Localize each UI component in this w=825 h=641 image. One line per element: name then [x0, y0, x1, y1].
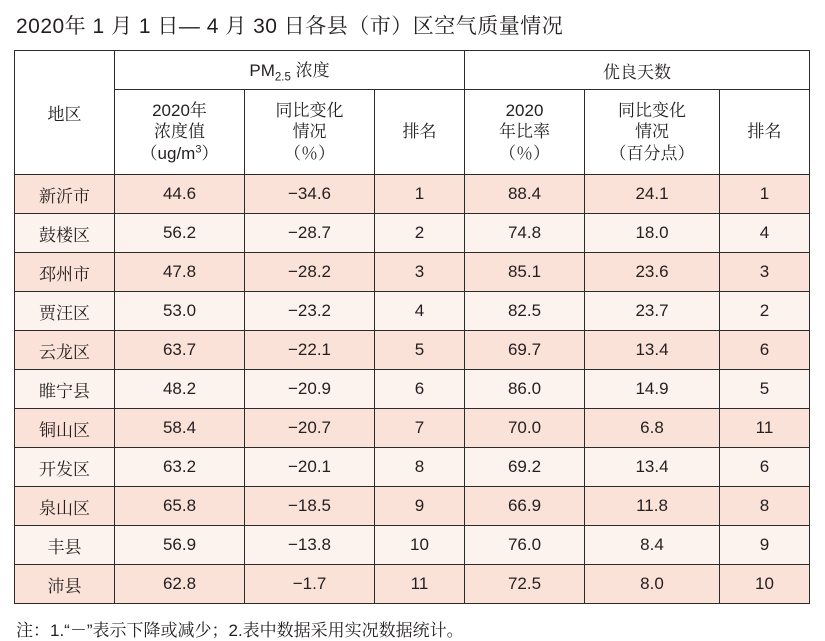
cell-days-rate: 82.5 — [465, 292, 585, 331]
cell-days-rank: 6 — [720, 331, 810, 370]
header-pm25-value — [115, 90, 245, 175]
table-header-column-row — [15, 90, 810, 175]
table-row — [15, 487, 810, 526]
cell-days-rank: 8 — [720, 487, 810, 526]
cell-pm25-value: 56.9 — [115, 526, 245, 565]
table-row — [15, 175, 810, 214]
header-days-rate-line2: 年比率 — [499, 122, 550, 142]
table-row — [15, 565, 810, 604]
cell-days-rate: 66.9 — [465, 487, 585, 526]
header-pm25-change-line3: （％） — [284, 143, 335, 163]
air-quality-table — [14, 50, 810, 604]
cell-days-change: 24.1 — [585, 175, 720, 214]
cell-days-rate: 85.1 — [465, 253, 585, 292]
table-row — [15, 526, 810, 565]
cell-pm25-value: 58.4 — [115, 409, 245, 448]
header-pm25-change — [245, 90, 375, 175]
cell-region: 新沂市 — [15, 175, 115, 214]
cell-region: 开发区 — [15, 448, 115, 487]
table-row — [15, 331, 810, 370]
cell-days-rate: 69.7 — [465, 331, 585, 370]
header-group-pm25-subscript: 2.5 — [274, 71, 291, 84]
header-days-rate — [465, 90, 585, 175]
cell-pm25-rank: 1 — [375, 175, 465, 214]
cell-days-rank: 11 — [720, 409, 810, 448]
header-days-rank: 排名 — [720, 90, 810, 175]
cell-pm25-change: −34.6 — [245, 175, 375, 214]
header-days-rate-line1: 2020 — [505, 101, 544, 121]
cell-days-rate: 86.0 — [465, 370, 585, 409]
cell-region: 贾汪区 — [15, 292, 115, 331]
cell-days-rank: 3 — [720, 253, 810, 292]
header-pm25-unit: （ug/m — [140, 143, 196, 163]
table-row — [15, 214, 810, 253]
table-row — [15, 253, 810, 292]
cell-days-change: 14.9 — [585, 370, 720, 409]
cell-pm25-change: −18.5 — [245, 487, 375, 526]
cell-days-change: 13.4 — [585, 448, 720, 487]
header-group-pm25-tail: 浓度 — [290, 61, 330, 81]
header-days-change-line1: 同比变化 — [618, 101, 686, 121]
cell-days-change: 23.6 — [585, 253, 720, 292]
cell-pm25-value: 63.7 — [115, 331, 245, 370]
cell-pm25-rank: 4 — [375, 292, 465, 331]
header-days-rate-line3: （％） — [499, 143, 550, 163]
cell-days-change: 6.8 — [585, 409, 720, 448]
header-pm25-change-line2: 情况 — [292, 122, 327, 142]
cell-days-rank: 4 — [720, 214, 810, 253]
cell-days-rate: 74.8 — [465, 214, 585, 253]
cell-pm25-value: 56.2 — [115, 214, 245, 253]
cell-pm25-rank: 5 — [375, 331, 465, 370]
cell-pm25-rank: 11 — [375, 565, 465, 604]
cell-pm25-change: −20.7 — [245, 409, 375, 448]
header-pm25-unit-superscript: 3 — [195, 142, 202, 155]
table-row — [15, 448, 810, 487]
header-pm25-unit-tail: ） — [201, 143, 219, 163]
cell-pm25-value: 65.8 — [115, 487, 245, 526]
table-body — [15, 175, 810, 604]
cell-days-change: 13.4 — [585, 331, 720, 370]
cell-pm25-rank: 3 — [375, 253, 465, 292]
header-group-pm25 — [115, 51, 465, 90]
cell-pm25-rank: 7 — [375, 409, 465, 448]
cell-pm25-change: −28.2 — [245, 253, 375, 292]
header-days-change — [585, 90, 720, 175]
cell-pm25-change: −20.9 — [245, 370, 375, 409]
cell-pm25-change: −22.1 — [245, 331, 375, 370]
cell-pm25-change: −1.7 — [245, 565, 375, 604]
cell-days-rate: 69.2 — [465, 448, 585, 487]
cell-days-rate: 70.0 — [465, 409, 585, 448]
header-pm25-change-line1: 同比变化 — [275, 101, 344, 121]
cell-pm25-value: 63.2 — [115, 448, 245, 487]
cell-pm25-change: −23.2 — [245, 292, 375, 331]
cell-pm25-rank: 10 — [375, 526, 465, 565]
header-pm25-value-line1: 2020年 — [152, 101, 207, 121]
cell-region: 云龙区 — [15, 331, 115, 370]
header-pm25-value-line2: 浓度值 — [154, 122, 205, 142]
header-group-good-days: 优良天数 — [465, 51, 810, 90]
cell-days-change: 11.8 — [585, 487, 720, 526]
cell-days-rank: 2 — [720, 292, 810, 331]
cell-days-rank: 6 — [720, 448, 810, 487]
cell-days-rank: 1 — [720, 175, 810, 214]
header-pm25-rank: 排名 — [375, 90, 465, 175]
cell-days-change: 18.0 — [585, 214, 720, 253]
cell-days-rank: 10 — [720, 565, 810, 604]
cell-region: 沛县 — [15, 565, 115, 604]
cell-pm25-change: −28.7 — [245, 214, 375, 253]
header-pm25-value-line3 — [115, 143, 244, 164]
table-row — [15, 370, 810, 409]
cell-days-rate: 72.5 — [465, 565, 585, 604]
cell-days-change: 8.4 — [585, 526, 720, 565]
cell-pm25-value: 47.8 — [115, 253, 245, 292]
cell-pm25-value: 53.0 — [115, 292, 245, 331]
table-row — [15, 409, 810, 448]
header-days-change-line3: （百分点） — [609, 143, 695, 163]
cell-pm25-value: 48.2 — [115, 370, 245, 409]
table-row — [15, 292, 810, 331]
cell-region: 睢宁县 — [15, 370, 115, 409]
cell-region: 邳州市 — [15, 253, 115, 292]
cell-pm25-rank: 8 — [375, 448, 465, 487]
cell-region: 丰县 — [15, 526, 115, 565]
table-header — [15, 51, 810, 175]
cell-region: 铜山区 — [15, 409, 115, 448]
table-header-group-row — [15, 51, 810, 90]
cell-days-rate: 76.0 — [465, 526, 585, 565]
page-title: 2020年 1 月 1 日— 4 月 30 日各县（市）区空气质量情况 — [16, 15, 564, 38]
cell-days-rank: 5 — [720, 370, 810, 409]
cell-days-change: 23.7 — [585, 292, 720, 331]
table-note: 注：1.“－”表示下降或减少；2.表中数据采用实况数据统计。 — [16, 621, 464, 640]
cell-pm25-value: 62.8 — [115, 565, 245, 604]
cell-days-change: 8.0 — [585, 565, 720, 604]
cell-days-rate: 88.4 — [465, 175, 585, 214]
header-region: 地区 — [15, 51, 115, 175]
cell-pm25-change: −20.1 — [245, 448, 375, 487]
cell-pm25-rank: 2 — [375, 214, 465, 253]
cell-pm25-change: −13.8 — [245, 526, 375, 565]
header-group-pm25-text: PM — [249, 61, 275, 81]
header-days-change-line2: 情况 — [635, 122, 669, 142]
cell-pm25-value: 44.6 — [115, 175, 245, 214]
cell-days-rank: 9 — [720, 526, 810, 565]
cell-pm25-rank: 6 — [375, 370, 465, 409]
cell-pm25-rank: 9 — [375, 487, 465, 526]
cell-region: 鼓楼区 — [15, 214, 115, 253]
cell-region: 泉山区 — [15, 487, 115, 526]
